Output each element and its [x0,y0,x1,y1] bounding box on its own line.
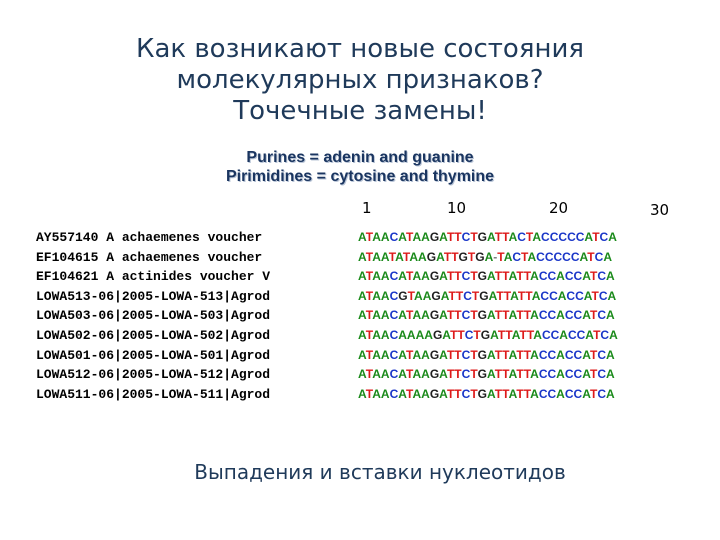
position-marker-20: 20 [549,199,569,217]
alignment-row [36,326,618,346]
sequence-name: LOWA512-06|2005-LOWA-512|Agrod [36,367,271,383]
alignment-row [36,385,618,405]
sequence: ATAACAAAAGATTCTGATTATTACCACCATCA [358,327,618,342]
alignment-row [36,228,618,248]
sequence: ATAACATAAGATTCTGATTATTACCACCATCA [358,269,615,284]
title-line-2: молекулярных признаков? [176,65,544,95]
alignment-row [36,346,618,366]
sequence-name: LOWA502-06|2005-LOWA-502|Agrod [36,327,271,343]
alignment-row [36,287,618,307]
sequence-name: EF104621 A actinides voucher V [36,269,271,285]
sequence-name: LOWA511-06|2005-LOWA-511|Agrod [36,386,271,402]
sequence: ATAACATAAGATTCTGATTACTACCCCCATCA [358,230,617,244]
position-marker-10: 10 [447,199,467,217]
sequence: ATAATATAAGATTGTGA-TACTACCCCCATCA [358,249,612,264]
subtitle [0,148,720,186]
sequence-name: EF104615 A achaemenes voucher [36,249,263,265]
footer-caption: Выпадения и вставки нуклеотидов [194,460,566,484]
title-line-3: Точечные замены! [233,96,487,126]
sequence: ATAACATAAGATTCTGATTATTACCACCATCA [358,347,615,362]
alignment-row [36,365,618,385]
sequence-alignment [36,228,618,404]
title-line-1: Как возникают новые состояния [136,34,584,64]
slide-title [0,34,720,127]
sequence: ATAACGTAAGATTCTGATTATTACCACCATCA [358,288,617,303]
position-marker-1: 1 [362,199,372,217]
alignment-row [36,306,618,326]
sequence-name: LOWA501-06|2005-LOWA-501|Agrod [36,347,271,363]
sequence-name: LOWA513-06|2005-LOWA-513|Agrod [36,288,271,304]
sequence: ATAACATAAGATTCTGATTATTACCACCATCA [358,386,615,401]
sequence: ATAACATAAGATTCTGATTATTACCACCATCA [358,367,615,382]
sequence: ATAACATAAGATTCTGATTATTACCACCATCA [358,308,615,323]
alignment-row [36,248,618,268]
subtitle-pirimidines: Pirimidines = cytosine and thymine [225,168,495,185]
position-marker-30: 30 [650,201,670,219]
sequence-name: AY557140 A achaemenes voucher [36,230,263,245]
alignment-row [36,267,618,287]
sequence-name: LOWA503-06|2005-LOWA-503|Agrod [36,308,271,324]
subtitle-purines: Purines = adenin and guanine [246,149,474,166]
